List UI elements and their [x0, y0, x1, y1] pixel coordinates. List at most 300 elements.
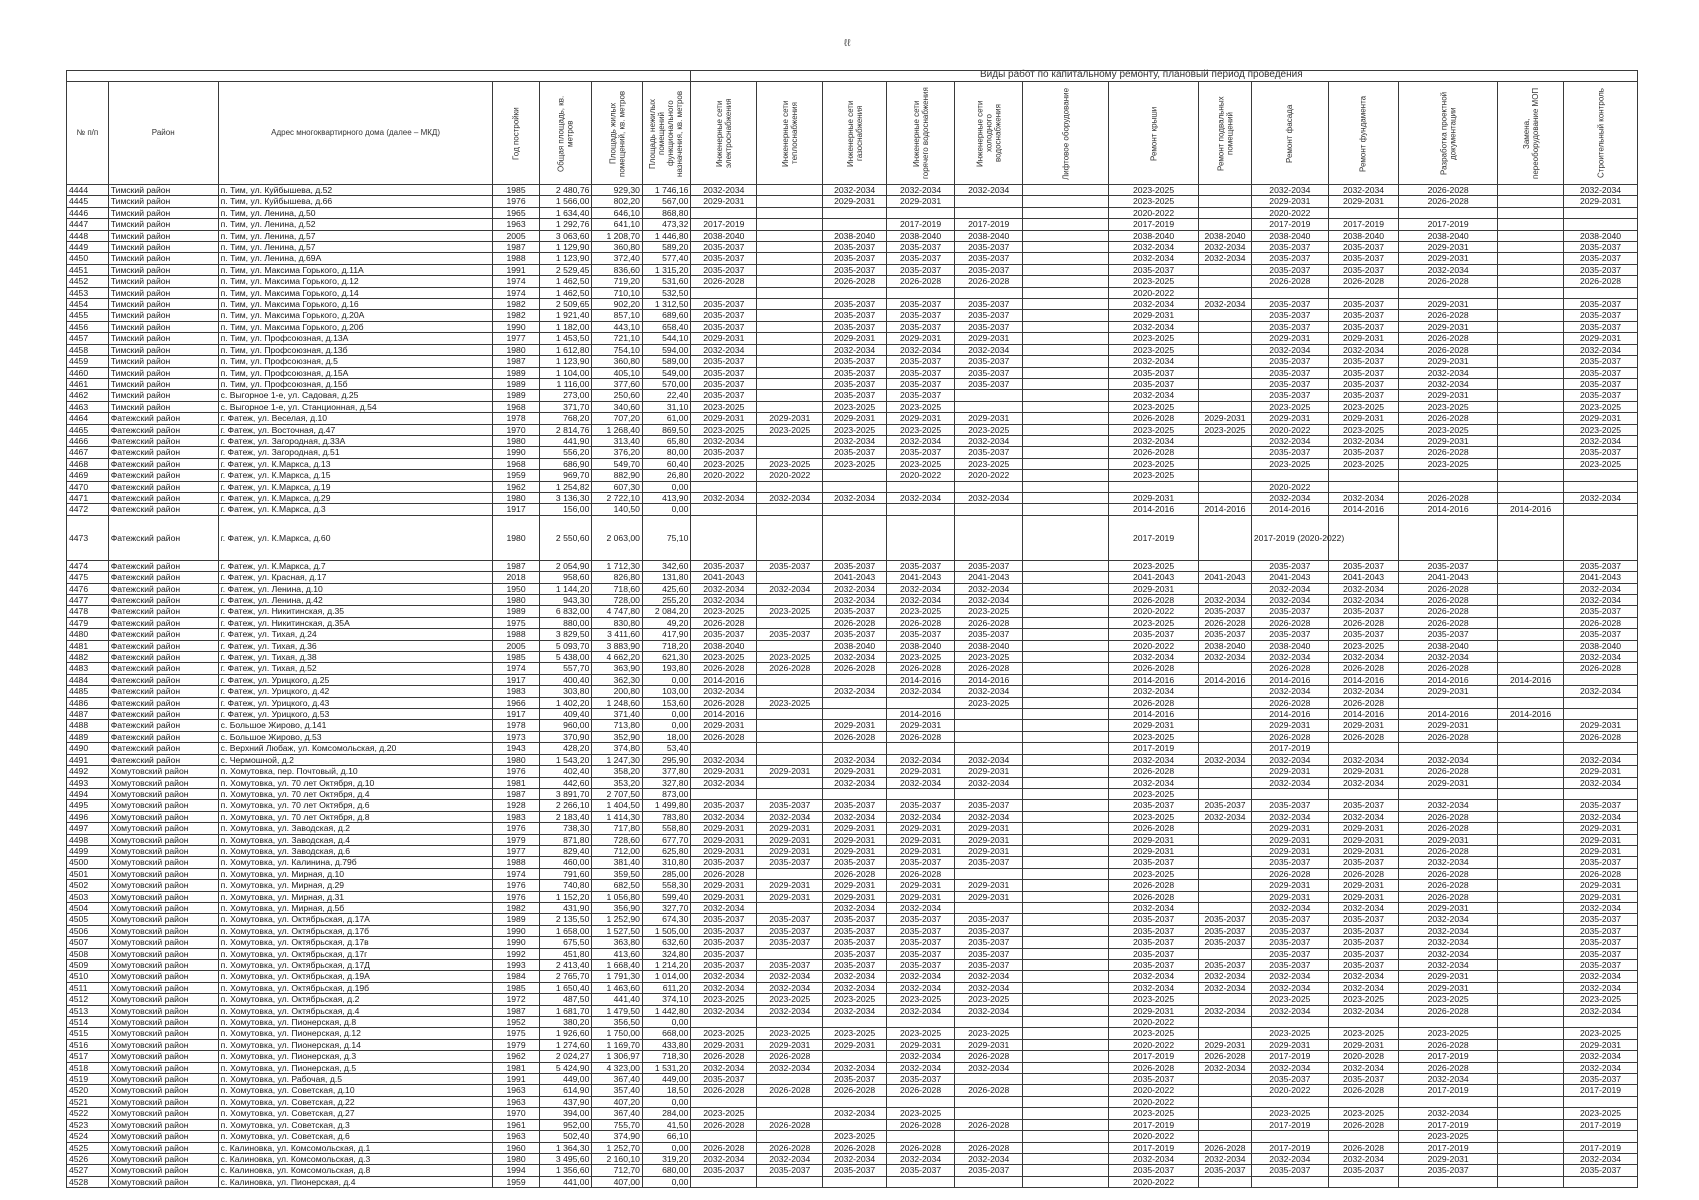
- cell-basement: [1199, 219, 1252, 230]
- cell-foundation: 2032-2034: [1328, 435, 1398, 446]
- cell-design: 2029-2031: [1399, 720, 1498, 731]
- cell-foundation: [1328, 481, 1398, 492]
- cell-living-area: 200,80: [592, 686, 643, 697]
- cell-gas: 2035-2037: [823, 367, 887, 378]
- cell-living-area: 372,40: [592, 253, 643, 264]
- cell-district: Хомутовский район: [108, 1165, 218, 1176]
- cell-elevator: [1023, 1108, 1109, 1119]
- cell-address: г. Фатеж, ул. Веселая, д.10: [218, 413, 493, 424]
- cell-total-area: 1 453,50: [539, 333, 592, 344]
- cell-elevator: [1023, 481, 1109, 492]
- cell-num: 4468: [67, 458, 109, 469]
- cell-total-area: 943,30: [539, 595, 592, 606]
- cell-basement: [1199, 583, 1252, 594]
- cell-num: 4505: [67, 914, 109, 925]
- cell-foundation: 2029-2031: [1328, 413, 1398, 424]
- cell-mop: [1498, 994, 1564, 1005]
- cell-num: 4518: [67, 1062, 109, 1073]
- table-row: [67, 321, 1638, 332]
- table-row: [67, 914, 1638, 925]
- cell-coldwater: [955, 401, 1023, 412]
- cell-year: 1963: [493, 219, 539, 230]
- cell-roof: 2014-2016: [1109, 674, 1199, 685]
- cell-facade: 2014-2016: [1251, 674, 1328, 685]
- cell-living-area: 371,40: [592, 709, 643, 720]
- cell-mop: [1498, 242, 1564, 253]
- cell-year: 1917: [493, 709, 539, 720]
- cell-facade: 2041-2043: [1251, 572, 1328, 583]
- cell-elevator: [1023, 1142, 1109, 1153]
- cell-district: Фатежский район: [108, 458, 218, 469]
- cell-electric: 2035-2037: [691, 560, 757, 571]
- cell-num: 4452: [67, 276, 109, 287]
- cell-district: Фатежский район: [108, 617, 218, 628]
- cell-elevator: [1023, 1165, 1109, 1176]
- cell-design: 2026-2028: [1399, 583, 1498, 594]
- cell-living-area: 367,40: [592, 1108, 643, 1119]
- cell-heat: 2029-2031: [757, 766, 823, 777]
- cell-facade: 2032-2034: [1251, 754, 1328, 765]
- cell-gas: 2026-2028: [823, 868, 887, 879]
- cell-living-area: 2 722,10: [592, 492, 643, 503]
- cell-elevator: [1023, 367, 1109, 378]
- cell-gas: [823, 1051, 887, 1062]
- cell-total-area: 437,90: [539, 1096, 592, 1107]
- cell-control: 2035-2037: [1564, 1074, 1638, 1085]
- cell-nonliving-area: 319,20: [642, 1153, 690, 1164]
- cell-basement: [1199, 515, 1252, 560]
- cell-year: 1978: [493, 413, 539, 424]
- cell-elevator: [1023, 1176, 1109, 1187]
- cell-coldwater: 2035-2037: [955, 914, 1023, 925]
- cell-facade: [1251, 1176, 1328, 1187]
- cell-electric: [691, 515, 757, 560]
- cell-living-area: 728,00: [592, 595, 643, 606]
- cell-control: 2035-2037: [1564, 857, 1638, 868]
- cell-heat: [757, 515, 823, 560]
- cell-foundation: 2026-2028: [1328, 1119, 1398, 1130]
- cell-mop: [1498, 617, 1564, 628]
- cell-design: 2029-2031: [1399, 982, 1498, 993]
- cell-nonliving-area: 327,80: [642, 777, 690, 788]
- cell-coldwater: [955, 868, 1023, 879]
- cell-hotwater: 2035-2037: [887, 560, 955, 571]
- cell-living-area: 712,70: [592, 1165, 643, 1176]
- cell-address: п. Тим, ул. Куйбышева, д.52: [218, 185, 493, 196]
- cell-elevator: [1023, 800, 1109, 811]
- cell-electric: 2035-2037: [691, 367, 757, 378]
- cell-coldwater: 2032-2034: [955, 1005, 1023, 1016]
- cell-elevator: [1023, 321, 1109, 332]
- cell-living-area: 1 527,50: [592, 925, 643, 936]
- header-gas: Инженерные сети газоснабжения: [823, 82, 887, 185]
- table-row: [67, 595, 1638, 606]
- cell-year: 1987: [493, 242, 539, 253]
- cell-roof: 2032-2034: [1109, 390, 1199, 401]
- cell-roof: 2032-2034: [1109, 902, 1199, 913]
- cell-heat: [757, 401, 823, 412]
- cell-coldwater: [955, 207, 1023, 218]
- cell-mop: [1498, 401, 1564, 412]
- cell-hotwater: [887, 788, 955, 799]
- cell-design: 2032-2034: [1399, 378, 1498, 389]
- cell-year: 1974: [493, 868, 539, 879]
- cell-gas: 2032-2034: [823, 435, 887, 446]
- cell-electric: 2032-2034: [691, 344, 757, 355]
- cell-coldwater: 2032-2034: [955, 435, 1023, 446]
- cell-living-area: 641,10: [592, 219, 643, 230]
- cell-foundation: 2035-2037: [1328, 914, 1398, 925]
- cell-gas: 2032-2034: [823, 1108, 887, 1119]
- cell-district: Тимский район: [108, 287, 218, 298]
- cell-control: 2026-2028: [1564, 617, 1638, 628]
- cell-basement: 2032-2034: [1199, 811, 1252, 822]
- table-row: [67, 458, 1638, 469]
- cell-coldwater: 2035-2037: [955, 299, 1023, 310]
- cell-basement: 2038-2040: [1199, 230, 1252, 241]
- cell-total-area: 2 183,40: [539, 811, 592, 822]
- cell-address: п. Тим, ул. Максима Горького, д.14: [218, 287, 493, 298]
- cell-living-area: 707,20: [592, 413, 643, 424]
- cell-year: 1985: [493, 185, 539, 196]
- cell-roof: 2020-2022: [1109, 287, 1199, 298]
- cell-basement: [1199, 1085, 1252, 1096]
- cell-hotwater: [887, 504, 955, 515]
- cell-hotwater: 2032-2034: [887, 185, 955, 196]
- cell-roof: 2020-2022: [1109, 1176, 1199, 1187]
- cell-nonliving-area: 570,00: [642, 378, 690, 389]
- cell-address: п. Хомутовка, ул. 70 лет Октября, д.8: [218, 811, 493, 822]
- cell-gas: 2026-2028: [823, 731, 887, 742]
- cell-coldwater: 2035-2037: [955, 321, 1023, 332]
- cell-year: 1978: [493, 720, 539, 731]
- table-row: [67, 1108, 1638, 1119]
- cell-basement: [1199, 1119, 1252, 1130]
- cell-hotwater: 2032-2034: [887, 902, 955, 913]
- cell-gas: 2035-2037: [823, 560, 887, 571]
- cell-control: 2035-2037: [1564, 629, 1638, 640]
- cell-facade: 2032-2034: [1251, 652, 1328, 663]
- cell-nonliving-area: 0,00: [642, 1017, 690, 1028]
- table-body: [67, 185, 1638, 1188]
- cell-mop: [1498, 823, 1564, 834]
- cell-roof: 2035-2037: [1109, 857, 1199, 868]
- cell-year: 2018: [493, 572, 539, 583]
- cell-control: [1564, 1176, 1638, 1187]
- cell-mop: [1498, 1176, 1564, 1187]
- cell-facade: 2026-2028: [1251, 697, 1328, 708]
- cell-total-area: 3 136,30: [539, 492, 592, 503]
- table-row: [67, 1017, 1638, 1028]
- cell-electric: 2035-2037: [691, 299, 757, 310]
- cell-coldwater: 2026-2028: [955, 1051, 1023, 1062]
- table-row: [67, 1085, 1638, 1096]
- cell-total-area: 394,00: [539, 1108, 592, 1119]
- table-row: [67, 971, 1638, 982]
- cell-control: 2032-2034: [1564, 971, 1638, 982]
- cell-control: [1564, 207, 1638, 218]
- cell-electric: 2023-2025: [691, 1028, 757, 1039]
- cell-coldwater: 2035-2037: [955, 447, 1023, 458]
- cell-num: 4496: [67, 811, 109, 822]
- cell-living-area: 718,60: [592, 583, 643, 594]
- cell-total-area: 1 144,20: [539, 583, 592, 594]
- cell-coldwater: 2023-2025: [955, 458, 1023, 469]
- cell-total-area: 880,00: [539, 617, 592, 628]
- cell-elevator: [1023, 788, 1109, 799]
- cell-elevator: [1023, 663, 1109, 674]
- table-row: [67, 333, 1638, 344]
- cell-nonliving-area: 1 214,20: [642, 960, 690, 971]
- header-foundation: Ремонт фундамента: [1328, 82, 1398, 185]
- cell-nonliving-area: 285,00: [642, 868, 690, 879]
- cell-foundation: 2032-2034: [1328, 185, 1398, 196]
- cell-living-area: 3 411,60: [592, 629, 643, 640]
- cell-facade: 2035-2037: [1251, 447, 1328, 458]
- cell-basement: 2038-2040: [1199, 640, 1252, 651]
- cell-mop: [1498, 982, 1564, 993]
- cell-year: 1963: [493, 1131, 539, 1142]
- cell-basement: 2032-2034: [1199, 242, 1252, 253]
- cell-design: 2032-2034: [1399, 800, 1498, 811]
- cell-district: Хомутовский район: [108, 982, 218, 993]
- cell-coldwater: 2026-2028: [955, 663, 1023, 674]
- cell-control: 2035-2037: [1564, 800, 1638, 811]
- cell-num: 4478: [67, 606, 109, 617]
- cell-coldwater: 2029-2031: [955, 766, 1023, 777]
- cell-num: 4501: [67, 868, 109, 879]
- cell-control: 2035-2037: [1564, 310, 1638, 321]
- cell-coldwater: [955, 1096, 1023, 1107]
- cell-electric: 2035-2037: [691, 378, 757, 389]
- table-row: [67, 344, 1638, 355]
- cell-district: Хомутовский район: [108, 1039, 218, 1050]
- cell-control: 2029-2031: [1564, 880, 1638, 891]
- cell-design: 2026-2028: [1399, 185, 1498, 196]
- cell-facade: 2035-2037: [1251, 367, 1328, 378]
- cell-basement: [1199, 697, 1252, 708]
- cell-foundation: 2020-2028: [1328, 1051, 1398, 1062]
- cell-hotwater: 2035-2037: [887, 857, 955, 868]
- cell-design: 2032-2034: [1399, 937, 1498, 948]
- cell-elevator: [1023, 435, 1109, 446]
- cell-facade: 2032-2034: [1251, 811, 1328, 822]
- cell-roof: 2032-2034: [1109, 435, 1199, 446]
- cell-num: 4483: [67, 663, 109, 674]
- cell-foundation: [1328, 287, 1398, 298]
- cell-district: Хомутовский район: [108, 902, 218, 913]
- cell-address: г. Фатеж, ул. Тихая, д.38: [218, 652, 493, 663]
- cell-facade: 2017-2019: [1251, 1119, 1328, 1130]
- table-row: [67, 470, 1638, 481]
- cell-electric: 2023-2025: [691, 652, 757, 663]
- cell-foundation: 2035-2037: [1328, 606, 1398, 617]
- cell-total-area: 740,80: [539, 880, 592, 891]
- cell-elevator: [1023, 709, 1109, 720]
- cell-total-area: 1 566,00: [539, 196, 592, 207]
- cell-district: Фатежский район: [108, 686, 218, 697]
- cell-year: 1989: [493, 367, 539, 378]
- cell-heat: 2035-2037: [757, 937, 823, 948]
- cell-living-area: 407,20: [592, 1096, 643, 1107]
- cell-total-area: 370,90: [539, 731, 592, 742]
- cell-address: п. Хомутовка, ул. Пионерская, д.3: [218, 1051, 493, 1062]
- cell-design: [1399, 1017, 1498, 1028]
- cell-facade: 2026-2028: [1251, 868, 1328, 879]
- cell-design: 2026-2028: [1399, 276, 1498, 287]
- cell-total-area: 156,00: [539, 504, 592, 515]
- cell-heat: 2026-2028: [757, 663, 823, 674]
- cell-num: 4470: [67, 481, 109, 492]
- cell-address: п. Хомутовка, ул. Рабочая, д.5: [218, 1074, 493, 1085]
- cell-district: Фатежский район: [108, 515, 218, 560]
- cell-mop: [1498, 333, 1564, 344]
- table-row: [67, 390, 1638, 401]
- cell-roof: 2026-2028: [1109, 595, 1199, 606]
- cell-elevator: [1023, 1074, 1109, 1085]
- cell-mop: [1498, 1096, 1564, 1107]
- cell-living-area: 830,80: [592, 617, 643, 628]
- cell-address: с. Выгорное 1-е, ул. Станционная, д.54: [218, 401, 493, 412]
- cell-elevator: [1023, 686, 1109, 697]
- cell-roof: 2032-2034: [1109, 321, 1199, 332]
- cell-district: Тимский район: [108, 196, 218, 207]
- cell-address: с. Калиновка, ул. Комсомольская, д.3: [218, 1153, 493, 1164]
- cell-living-area: 1 169,70: [592, 1039, 643, 1050]
- cell-hotwater: 2026-2028: [887, 617, 955, 628]
- cell-control: 2029-2031: [1564, 766, 1638, 777]
- cell-nonliving-area: 75,10: [642, 515, 690, 560]
- cell-nonliving-area: 153,60: [642, 697, 690, 708]
- cell-total-area: 1 292,76: [539, 219, 592, 230]
- cell-basement: [1199, 356, 1252, 367]
- cell-basement: [1199, 823, 1252, 834]
- cell-electric: 2023-2025: [691, 994, 757, 1005]
- cell-mop: [1498, 321, 1564, 332]
- cell-heat: [757, 1176, 823, 1187]
- cell-design: [1399, 470, 1498, 481]
- cell-design: 2032-2034: [1399, 754, 1498, 765]
- cell-elevator: [1023, 1131, 1109, 1142]
- cell-nonliving-area: 413,90: [642, 492, 690, 503]
- cell-coldwater: 2035-2037: [955, 937, 1023, 948]
- cell-facade: [1251, 470, 1328, 481]
- cell-num: 4457: [67, 333, 109, 344]
- cell-nonliving-area: 284,00: [642, 1108, 690, 1119]
- cell-coldwater: 2029-2031: [955, 845, 1023, 856]
- cell-address: с. Большое Жирово, д.141: [218, 720, 493, 731]
- repair-schedule-table: [66, 70, 1638, 1188]
- cell-num: 4500: [67, 857, 109, 868]
- cell-address: п. Хомутовка, ул. Октябрьская, д.4: [218, 1005, 493, 1016]
- cell-num: 4516: [67, 1039, 109, 1050]
- cell-basement: [1199, 777, 1252, 788]
- cell-hotwater: 2029-2031: [887, 196, 955, 207]
- cell-elevator: [1023, 470, 1109, 481]
- cell-design: 2035-2037: [1399, 1165, 1498, 1176]
- cell-heat: [757, 310, 823, 321]
- page-mark: ℓℓ: [844, 38, 851, 49]
- cell-electric: 2038-2040: [691, 230, 757, 241]
- cell-elevator: [1023, 230, 1109, 241]
- table-row: [67, 674, 1638, 685]
- cell-mop: [1498, 390, 1564, 401]
- cell-hotwater: 2035-2037: [887, 299, 955, 310]
- cell-control: 2032-2034: [1564, 1051, 1638, 1062]
- cell-hotwater: 2038-2040: [887, 230, 955, 241]
- cell-mop: [1498, 880, 1564, 891]
- cell-nonliving-area: 31,10: [642, 401, 690, 412]
- cell-living-area: 1 712,30: [592, 560, 643, 571]
- table-row: [67, 1028, 1638, 1039]
- cell-hotwater: 2032-2034: [887, 595, 955, 606]
- cell-nonliving-area: 53,40: [642, 743, 690, 754]
- cell-foundation: 2029-2031: [1328, 766, 1398, 777]
- cell-living-area: 728,60: [592, 834, 643, 845]
- cell-design: 2038-2040: [1399, 640, 1498, 651]
- cell-control: 2035-2037: [1564, 925, 1638, 936]
- cell-hotwater: 2023-2025: [887, 458, 955, 469]
- cell-heat: [757, 367, 823, 378]
- table-row: [67, 902, 1638, 913]
- cell-num: 4447: [67, 219, 109, 230]
- cell-year: 1961: [493, 1119, 539, 1130]
- cell-year: 1952: [493, 1017, 539, 1028]
- cell-basement: 2041-2043: [1199, 572, 1252, 583]
- cell-control: 2035-2037: [1564, 948, 1638, 959]
- cell-address: п. Тим, ул. Ленина, д.57: [218, 230, 493, 241]
- cell-basement: [1199, 344, 1252, 355]
- cell-gas: 2032-2034: [823, 686, 887, 697]
- cell-mop: [1498, 196, 1564, 207]
- cell-electric: 2032-2034: [691, 1005, 757, 1016]
- cell-facade: 2020-2022: [1251, 424, 1328, 435]
- cell-design: 2035-2037: [1399, 629, 1498, 640]
- header-elevator: Лифтовое оборудование: [1023, 82, 1109, 185]
- cell-nonliving-area: 0,00: [642, 504, 690, 515]
- cell-year: 1966: [493, 697, 539, 708]
- cell-design: 2026-2028: [1399, 617, 1498, 628]
- cell-elevator: [1023, 458, 1109, 469]
- cell-elevator: [1023, 572, 1109, 583]
- cell-electric: 2035-2037: [691, 356, 757, 367]
- cell-electric: 2026-2028: [691, 276, 757, 287]
- cell-roof: 2023-2025: [1109, 1028, 1199, 1039]
- cell-hotwater: 2032-2034: [887, 777, 955, 788]
- cell-control: 2032-2034: [1564, 902, 1638, 913]
- cell-year: 1988: [493, 629, 539, 640]
- cell-roof: 2023-2025: [1109, 458, 1199, 469]
- table-row: [67, 378, 1638, 389]
- cell-address: с. Большое Жирово, д.53: [218, 731, 493, 742]
- cell-address: п. Хомутовка, ул. Октябрьская, д.17Д: [218, 960, 493, 971]
- cell-hotwater: 2032-2034: [887, 435, 955, 446]
- cell-basement: [1199, 709, 1252, 720]
- table-row: [67, 766, 1638, 777]
- cell-year: 1960: [493, 1142, 539, 1153]
- cell-coldwater: 2032-2034: [955, 811, 1023, 822]
- cell-design: 2032-2034: [1399, 960, 1498, 971]
- cell-design: 2023-2025: [1399, 994, 1498, 1005]
- cell-total-area: 1 612,80: [539, 344, 592, 355]
- cell-design: 2026-2028: [1399, 868, 1498, 879]
- cell-basement: [1199, 276, 1252, 287]
- cell-nonliving-area: 473,32: [642, 219, 690, 230]
- cell-mop: [1498, 606, 1564, 617]
- cell-control: 2026-2028: [1564, 663, 1638, 674]
- cell-mop: [1498, 777, 1564, 788]
- cell-facade: 2035-2037: [1251, 253, 1328, 264]
